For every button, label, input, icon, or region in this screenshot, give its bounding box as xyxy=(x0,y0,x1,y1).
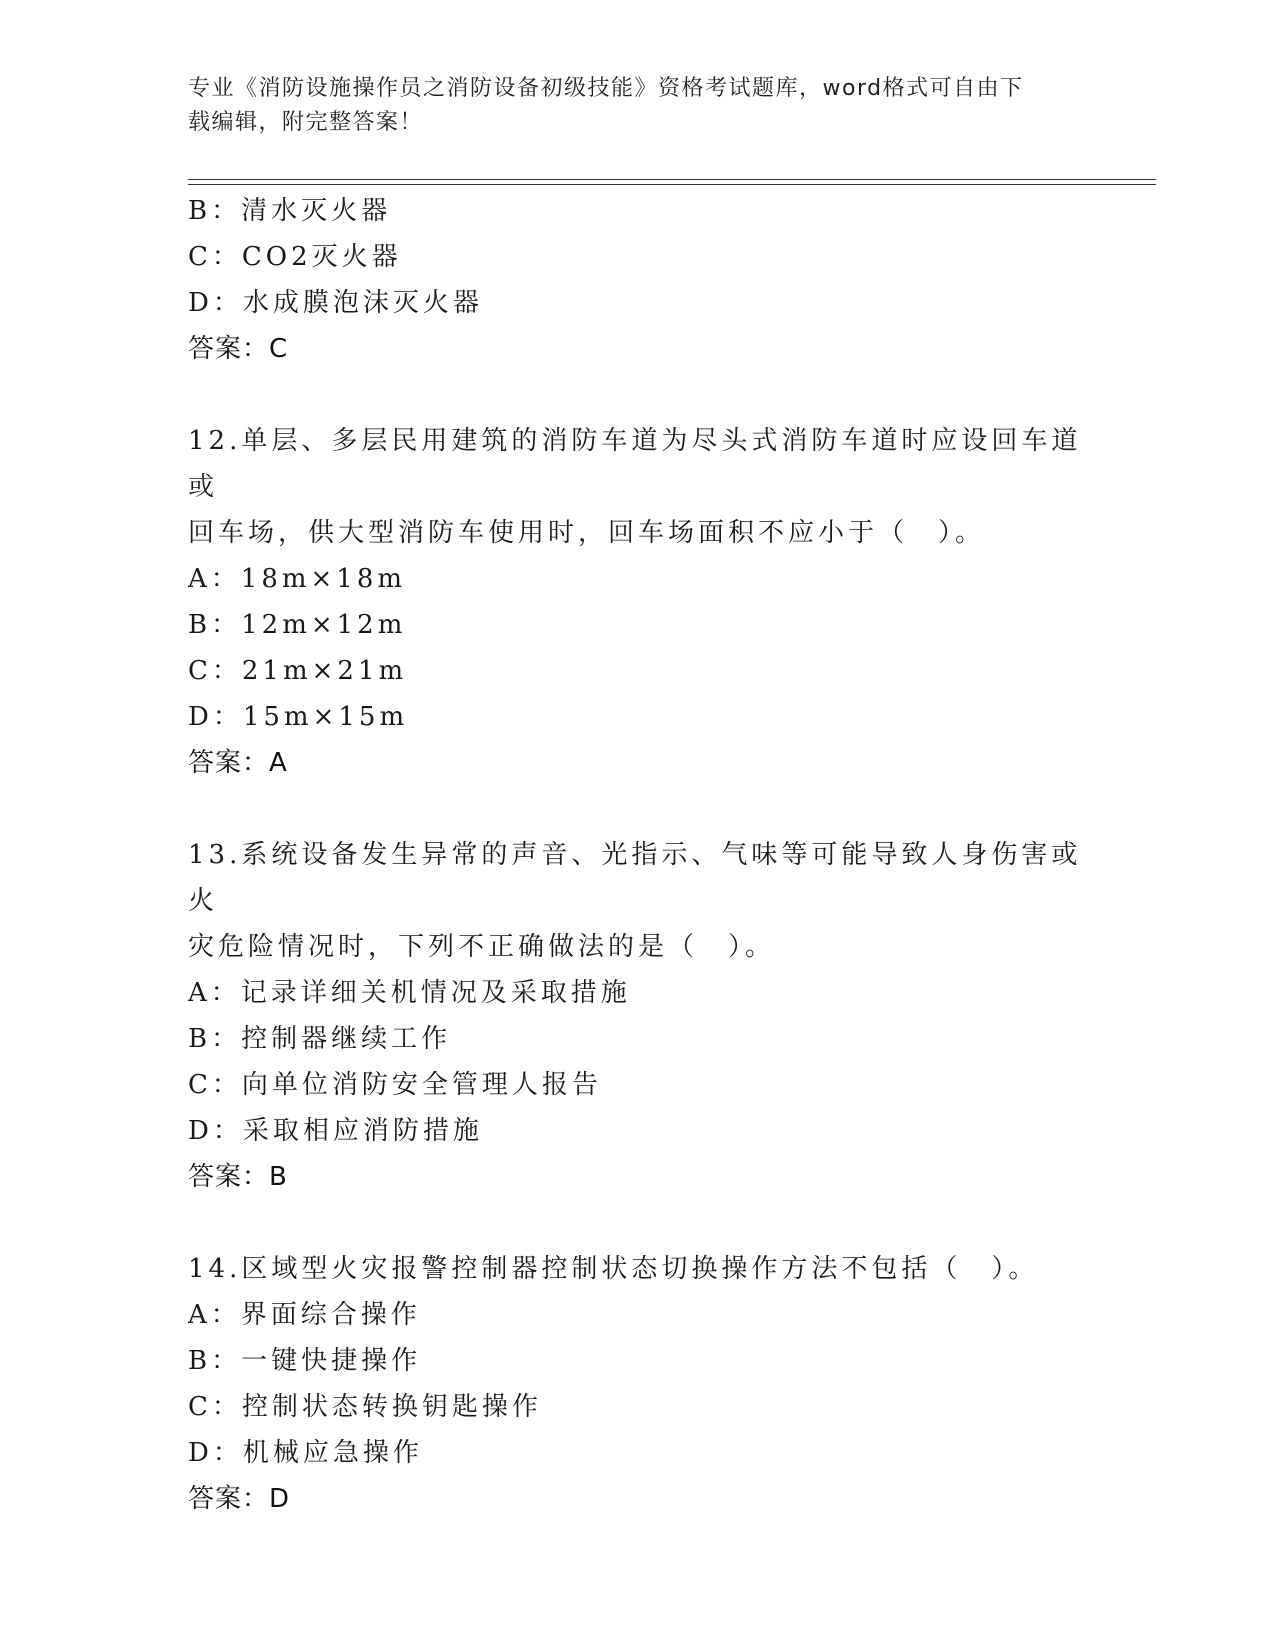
question-text-line: 灾危险情况时，下列不正确做法的是（ ）。 xyxy=(188,932,776,962)
option-a: A：18m×18m xyxy=(188,564,407,594)
header-line-2: 载编辑，附完整答案！ xyxy=(188,110,424,135)
option-b: B：一键快捷操作 xyxy=(188,1346,422,1376)
header-divider-top xyxy=(188,179,1156,180)
option-b: B：12m×12m xyxy=(188,610,407,640)
question-text-line: 14.区域型火灾报警控制器控制状态切换操作方法不包括（ ）。 xyxy=(188,1254,1039,1284)
question-text-line: 回车场，供大型消防车使用时，回车场面积不应小于（ ）。 xyxy=(188,518,986,548)
option-a: A：界面综合操作 xyxy=(188,1300,421,1330)
option-c: C：向单位消防安全管理人报告 xyxy=(188,1070,602,1100)
spacer xyxy=(188,1200,1088,1246)
question-text-line: 13.系统设备发生异常的声音、光指示、气味等可能导致人身伤害或火 xyxy=(188,840,1082,916)
option-d: D：机械应急操作 xyxy=(188,1438,423,1468)
option-b: B：控制器继续工作 xyxy=(188,1024,452,1054)
option-a: A：记录详细关机情况及采取措施 xyxy=(188,978,631,1008)
question-12 xyxy=(188,418,1088,786)
question-11-continued xyxy=(188,188,1088,372)
option-d: D：15m×15m xyxy=(188,702,409,732)
option-c: C：控制状态转换钥匙操作 xyxy=(188,1392,542,1422)
answer: 答案：D xyxy=(188,1484,291,1514)
question-list xyxy=(188,188,1088,1522)
question-14 xyxy=(188,1246,1088,1522)
question-text-line: 12.单层、多层民用建筑的消防车道为尽头式消防车道时应设回车道或 xyxy=(188,426,1082,502)
spacer xyxy=(188,786,1088,832)
document-header xyxy=(188,72,1088,140)
answer: 答案：C xyxy=(188,334,289,364)
option-c: C：CO2灭火器 xyxy=(188,242,402,272)
option-b: B：清水灭火器 xyxy=(188,196,392,226)
header-divider-bottom xyxy=(188,184,1156,185)
option-d: D：采取相应消防措施 xyxy=(188,1116,483,1146)
spacer xyxy=(188,372,1088,418)
header-line-1: 专业《消防设施操作员之消防设备初级技能》资格考试题库，word格式可自由下 xyxy=(188,76,1024,101)
option-c: C：21m×21m xyxy=(188,656,408,686)
question-13 xyxy=(188,832,1088,1200)
answer: 答案：B xyxy=(188,1162,288,1192)
answer: 答案：A xyxy=(188,748,288,778)
option-d: D：水成膜泡沫灭火器 xyxy=(188,288,483,318)
